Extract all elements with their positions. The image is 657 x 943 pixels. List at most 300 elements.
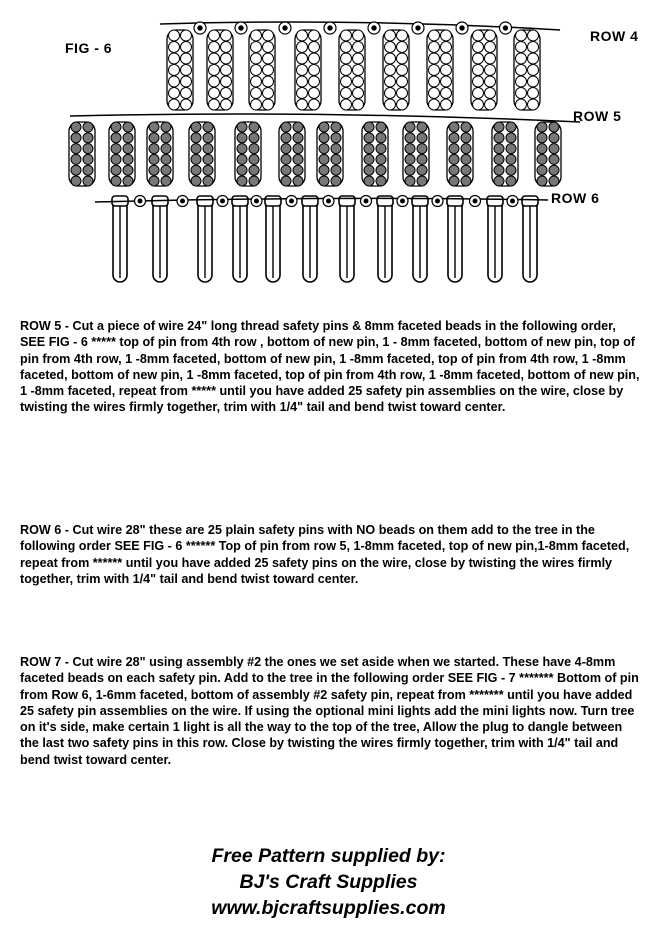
figure-6-illustration: [0, 0, 657, 300]
beaded-safety-pin: [189, 122, 215, 186]
pin-clasp: [197, 196, 213, 206]
seed-bead: [494, 144, 504, 154]
seed-bead: [209, 76, 220, 87]
seed-bead: [549, 165, 559, 175]
row-6-instructions: ROW 6 - Cut wire 28" these are 25 plain safety pins with NO beads on them add to the tree in the following order SEE FIG - 6 ****** Top of pin from row 5, 1-8mm faceted, top of new pin,1-8mm faceted, repeat from ****** until you have added 25 safety pins on the wire, close by twisting the wires firmly together, trim with 1/4" tail and bend twist toward center.: [20, 523, 630, 586]
seed-bead: [528, 99, 539, 110]
seed-bead: [169, 65, 180, 76]
pin-clasp: [522, 196, 538, 206]
seed-bead: [237, 133, 247, 143]
seed-bead: [297, 88, 308, 99]
seed-bead: [405, 122, 415, 132]
seed-bead: [441, 65, 452, 76]
pin-outline: [109, 122, 135, 186]
seed-bead: [191, 122, 201, 132]
seed-bead: [461, 165, 471, 175]
seed-bead: [449, 176, 459, 186]
seed-bead: [191, 165, 201, 175]
seed-bead: [461, 133, 471, 143]
seed-bead: [111, 165, 121, 175]
seed-bead: [376, 122, 386, 132]
seed-bead: [473, 65, 484, 76]
beaded-safety-pin: [109, 122, 135, 186]
seed-bead: [169, 53, 180, 64]
seed-bead: [83, 176, 93, 186]
pin-clasp: [232, 196, 248, 206]
seed-bead: [506, 165, 516, 175]
seed-bead: [364, 144, 374, 154]
seed-bead: [249, 133, 259, 143]
seed-bead: [461, 144, 471, 154]
seed-bead: [461, 176, 471, 186]
seed-bead: [209, 65, 220, 76]
seed-bead: [385, 76, 396, 87]
beaded-safety-pin: [514, 30, 540, 110]
seed-bead: [149, 154, 159, 164]
seed-bead: [429, 30, 440, 41]
seed-bead: [364, 176, 374, 186]
seed-bead: [364, 122, 374, 132]
seed-bead: [221, 65, 232, 76]
seed-bead: [528, 53, 539, 64]
seed-bead: [83, 144, 93, 154]
seed-bead: [537, 122, 547, 132]
seed-bead: [417, 154, 427, 164]
plain-safety-pin: [487, 196, 503, 282]
seed-bead: [397, 42, 408, 53]
seed-bead: [364, 133, 374, 143]
seed-bead: [319, 144, 329, 154]
seed-bead: [293, 176, 303, 186]
seed-bead: [203, 165, 213, 175]
seed-bead: [209, 88, 220, 99]
beaded-safety-pin: [447, 122, 473, 186]
beaded-safety-pin: [471, 30, 497, 110]
seed-bead: [111, 154, 121, 164]
seed-bead: [353, 30, 364, 41]
seed-bead: [397, 65, 408, 76]
seed-bead: [203, 133, 213, 143]
seed-bead: [449, 165, 459, 175]
seed-bead: [249, 154, 259, 164]
plain-safety-pin: [302, 196, 318, 282]
seed-bead: [397, 76, 408, 87]
plain-safety-pin: [112, 196, 128, 282]
seed-bead: [385, 53, 396, 64]
seed-bead: [506, 122, 516, 132]
seed-bead: [494, 154, 504, 164]
seed-bead: [537, 165, 547, 175]
seed-bead: [506, 133, 516, 143]
seed-bead: [263, 99, 274, 110]
seed-bead: [191, 144, 201, 154]
seed-bead: [405, 154, 415, 164]
beaded-safety-pin: [427, 30, 453, 110]
seed-bead: [319, 154, 329, 164]
pin-clasp: [447, 196, 463, 206]
seed-bead: [251, 76, 262, 87]
plain-safety-pin: [232, 196, 248, 282]
seed-bead: [83, 165, 93, 175]
seed-bead: [123, 133, 133, 143]
seed-bead: [181, 42, 192, 53]
seed-bead: [237, 165, 247, 175]
seed-bead: [221, 76, 232, 87]
seed-bead: [203, 122, 213, 132]
seed-bead: [494, 176, 504, 186]
seed-bead: [449, 133, 459, 143]
seed-bead: [111, 122, 121, 132]
row-7-instructions: ROW 7 - Cut wire 28" using assembly #2 the ones we set aside when we started. These have 4-8mm faceted beads on each safety pin. Add to the tree in the following order SEE FIG - 7 ******* Bottom of pin from Row 6, 1-6mm faceted, bottom of assembly #2 safety pin, repeat from ******* until you have added 25 safety pin assemblies on the wire. If using the optional mini lights add the mini lights now. Turn tree on it's side, make certain 1 light is all the way to the top of the tree, Allow the plug to dangle between the last two safety pins in this row. Close by twisting the wires firmly together, trim with 1/4" tail and bend twist toward center.: [20, 655, 639, 767]
seed-bead: [441, 30, 452, 41]
seed-bead: [376, 133, 386, 143]
seed-bead: [149, 144, 159, 154]
seed-bead: [441, 53, 452, 64]
seed-bead: [549, 154, 559, 164]
seed-bead: [537, 154, 547, 164]
seed-bead: [485, 99, 496, 110]
pin-clasp: [339, 196, 355, 206]
pin-outline: [317, 122, 343, 186]
seed-bead: [161, 165, 171, 175]
seed-bead: [397, 88, 408, 99]
pin-outline: [69, 122, 95, 186]
plain-safety-pin: [522, 196, 538, 282]
pin-clasp: [302, 196, 318, 206]
seed-bead: [111, 144, 121, 154]
seed-bead: [191, 154, 201, 164]
plain-safety-pin: [412, 196, 428, 282]
beaded-safety-pin: [403, 122, 429, 186]
seed-bead: [385, 65, 396, 76]
seed-bead: [319, 122, 329, 132]
seed-bead: [221, 42, 232, 53]
seed-bead: [376, 154, 386, 164]
bead-facet: [254, 199, 259, 204]
beaded-safety-pin: [249, 30, 275, 110]
seed-bead: [429, 99, 440, 110]
seed-bead: [319, 133, 329, 143]
bead-facet: [415, 25, 420, 30]
seed-bead: [123, 176, 133, 186]
seed-bead: [281, 154, 291, 164]
seed-bead: [221, 30, 232, 41]
seed-bead: [441, 88, 452, 99]
bead-facet: [435, 199, 440, 204]
seed-bead: [353, 53, 364, 64]
beaded-safety-pin: [535, 122, 561, 186]
seed-bead: [473, 53, 484, 64]
seed-bead: [364, 154, 374, 164]
seed-bead: [485, 88, 496, 99]
seed-bead: [209, 30, 220, 41]
bead-facet: [220, 199, 225, 204]
seed-bead: [528, 30, 539, 41]
seed-bead: [297, 53, 308, 64]
beaded-safety-pin: [235, 122, 261, 186]
seed-bead: [293, 165, 303, 175]
beaded-safety-pin: [279, 122, 305, 186]
seed-bead: [353, 99, 364, 110]
seed-bead: [263, 88, 274, 99]
beaded-safety-pin: [362, 122, 388, 186]
seed-bead: [71, 165, 81, 175]
seed-bead: [209, 99, 220, 110]
seed-bead: [293, 144, 303, 154]
pin-outline: [362, 122, 388, 186]
row-6-label: ROW 6: [551, 190, 600, 206]
seed-bead: [494, 122, 504, 132]
seed-bead: [485, 53, 496, 64]
footer-shop-name: BJ's Craft Supplies: [239, 871, 418, 893]
seed-bead: [181, 30, 192, 41]
seed-bead: [528, 88, 539, 99]
seed-bead: [473, 88, 484, 99]
seed-bead: [281, 122, 291, 132]
seed-bead: [485, 30, 496, 41]
seed-bead: [149, 122, 159, 132]
seed-bead: [405, 176, 415, 186]
seed-bead: [461, 122, 471, 132]
seed-bead: [169, 88, 180, 99]
seed-bead: [353, 88, 364, 99]
seed-bead: [263, 53, 274, 64]
footer-credit: [0, 843, 657, 921]
bead-facet: [371, 25, 376, 30]
seed-bead: [281, 144, 291, 154]
seed-bead: [149, 133, 159, 143]
seed-bead: [441, 99, 452, 110]
seed-bead: [123, 165, 133, 175]
seed-bead: [473, 42, 484, 53]
beaded-safety-pin: [167, 30, 193, 110]
seed-bead: [161, 154, 171, 164]
seed-bead: [485, 65, 496, 76]
seed-bead: [473, 99, 484, 110]
beaded-safety-pin: [317, 122, 343, 186]
seed-bead: [385, 30, 396, 41]
bead-facet: [138, 199, 143, 204]
seed-bead: [221, 88, 232, 99]
seed-bead: [537, 176, 547, 186]
seed-bead: [249, 176, 259, 186]
seed-bead: [405, 165, 415, 175]
seed-bead: [281, 176, 291, 186]
bead-facet: [238, 25, 243, 30]
seed-bead: [237, 144, 247, 154]
seed-bead: [549, 144, 559, 154]
seed-bead: [251, 53, 262, 64]
seed-bead: [309, 88, 320, 99]
bead-facet: [326, 199, 331, 204]
seed-bead: [449, 154, 459, 164]
seed-bead: [181, 76, 192, 87]
seed-bead: [161, 133, 171, 143]
seed-bead: [516, 76, 527, 87]
seed-bead: [71, 144, 81, 154]
seed-bead: [405, 144, 415, 154]
seed-bead: [209, 53, 220, 64]
seed-bead: [397, 30, 408, 41]
beaded-safety-pin: [295, 30, 321, 110]
seed-bead: [397, 53, 408, 64]
plain-safety-pin: [265, 196, 281, 282]
bead-facet: [503, 25, 508, 30]
pin-outline: [235, 122, 261, 186]
seed-bead: [309, 30, 320, 41]
seed-bead: [309, 99, 320, 110]
seed-bead: [331, 144, 341, 154]
seed-bead: [376, 165, 386, 175]
plain-safety-pin: [377, 196, 393, 282]
seed-bead: [297, 99, 308, 110]
seed-bead: [429, 53, 440, 64]
plain-safety-pin: [447, 196, 463, 282]
bead-facet: [364, 199, 369, 204]
seed-bead: [494, 133, 504, 143]
seed-bead: [169, 76, 180, 87]
bead-facet: [289, 199, 294, 204]
seed-bead: [249, 144, 259, 154]
plain-safety-pin: [197, 196, 213, 282]
seed-bead: [181, 53, 192, 64]
seed-bead: [341, 42, 352, 53]
seed-bead: [251, 30, 262, 41]
seed-bead: [251, 99, 262, 110]
seed-bead: [111, 176, 121, 186]
seed-bead: [237, 176, 247, 186]
seed-bead: [353, 65, 364, 76]
seed-bead: [149, 176, 159, 186]
seed-bead: [161, 144, 171, 154]
seed-bead: [149, 165, 159, 175]
seed-bead: [251, 88, 262, 99]
seed-bead: [297, 76, 308, 87]
seed-bead: [161, 176, 171, 186]
bead-facet: [510, 199, 515, 204]
seed-bead: [417, 133, 427, 143]
seed-bead: [123, 154, 133, 164]
seed-bead: [111, 133, 121, 143]
beaded-safety-pin: [69, 122, 95, 186]
seed-bead: [169, 30, 180, 41]
seed-bead: [249, 122, 259, 132]
row-5-label: ROW 5: [573, 108, 622, 124]
seed-bead: [417, 176, 427, 186]
pin-clasp: [265, 196, 281, 206]
seed-bead: [83, 133, 93, 143]
footer-line-supplied-by: Free Pattern supplied by:: [211, 845, 446, 867]
seed-bead: [341, 53, 352, 64]
seed-bead: [449, 144, 459, 154]
seed-bead: [319, 176, 329, 186]
seed-bead: [249, 165, 259, 175]
seed-bead: [309, 42, 320, 53]
seed-bead: [429, 88, 440, 99]
seed-bead: [161, 122, 171, 132]
seed-bead: [341, 65, 352, 76]
seed-bead: [429, 42, 440, 53]
seed-bead: [309, 76, 320, 87]
seed-bead: [83, 122, 93, 132]
seed-bead: [341, 88, 352, 99]
seed-bead: [203, 176, 213, 186]
seed-bead: [528, 65, 539, 76]
seed-bead: [429, 76, 440, 87]
bead-facet: [197, 25, 202, 30]
bead-facet: [400, 199, 405, 204]
seed-bead: [293, 154, 303, 164]
plain-safety-pin: [339, 196, 355, 282]
seed-bead: [169, 42, 180, 53]
seed-bead: [537, 133, 547, 143]
pin-outline: [147, 122, 173, 186]
seed-bead: [341, 99, 352, 110]
seed-bead: [263, 42, 274, 53]
seed-bead: [71, 176, 81, 186]
row-5-instructions: ROW 5 - Cut a piece of wire 24" long thread safety pins & 8mm faceted beads in the following order, SEE FIG - 6 ***** top of pin from 4th row , bottom of new pin, 1 - 8mm faceted, bottom of new pin, top of pin from 4th row, 1 -8mm faceted, bottom of new pin, 1 -8mm faceted, top of pin from 4th row, 1 -8mm faceted, bottom of new pin, 1 -8mm faceted, top of pin from 4th row, 1 -8mm faceted, bottom of new pin, 1 -8mm faceted, repeat from ***** until you have added 25 safety pin assemblies on the wire, close by twisting the wires firmly together, trim with 1/4" tail and bend twist toward center.: [20, 319, 640, 415]
seed-bead: [417, 144, 427, 154]
seed-bead: [385, 42, 396, 53]
seed-bead: [549, 133, 559, 143]
seed-bead: [429, 65, 440, 76]
pin-outline: [447, 122, 473, 186]
bead-facet: [327, 25, 332, 30]
seed-bead: [441, 42, 452, 53]
seed-bead: [405, 133, 415, 143]
bead-facet: [473, 199, 478, 204]
seed-bead: [209, 42, 220, 53]
seed-bead: [263, 65, 274, 76]
seed-bead: [485, 42, 496, 53]
pin-clasp: [487, 196, 503, 206]
figure-title: FIG - 6: [65, 40, 113, 56]
seed-bead: [297, 42, 308, 53]
seed-bead: [376, 176, 386, 186]
seed-bead: [341, 76, 352, 87]
seed-bead: [203, 144, 213, 154]
seed-bead: [516, 65, 527, 76]
seed-bead: [169, 99, 180, 110]
seed-bead: [397, 99, 408, 110]
seed-bead: [494, 165, 504, 175]
pin-clasp: [377, 196, 393, 206]
seed-bead: [353, 42, 364, 53]
bead-facet: [180, 199, 185, 204]
pin-outline: [535, 122, 561, 186]
seed-bead: [331, 122, 341, 132]
seed-bead: [71, 133, 81, 143]
seed-bead: [461, 154, 471, 164]
seed-bead: [123, 144, 133, 154]
seed-bead: [506, 176, 516, 186]
seed-bead: [263, 76, 274, 87]
seed-bead: [506, 154, 516, 164]
seed-bead: [191, 176, 201, 186]
footer-website[interactable]: www.bjcraftsupplies.com: [211, 897, 446, 919]
row-5-wire: [70, 114, 580, 122]
seed-bead: [506, 144, 516, 154]
seed-bead: [331, 165, 341, 175]
seed-bead: [364, 165, 374, 175]
seed-bead: [293, 122, 303, 132]
seed-bead: [123, 122, 133, 132]
seed-bead: [516, 99, 527, 110]
seed-bead: [516, 88, 527, 99]
seed-bead: [417, 165, 427, 175]
seed-bead: [376, 144, 386, 154]
pin-clasp: [412, 196, 428, 206]
